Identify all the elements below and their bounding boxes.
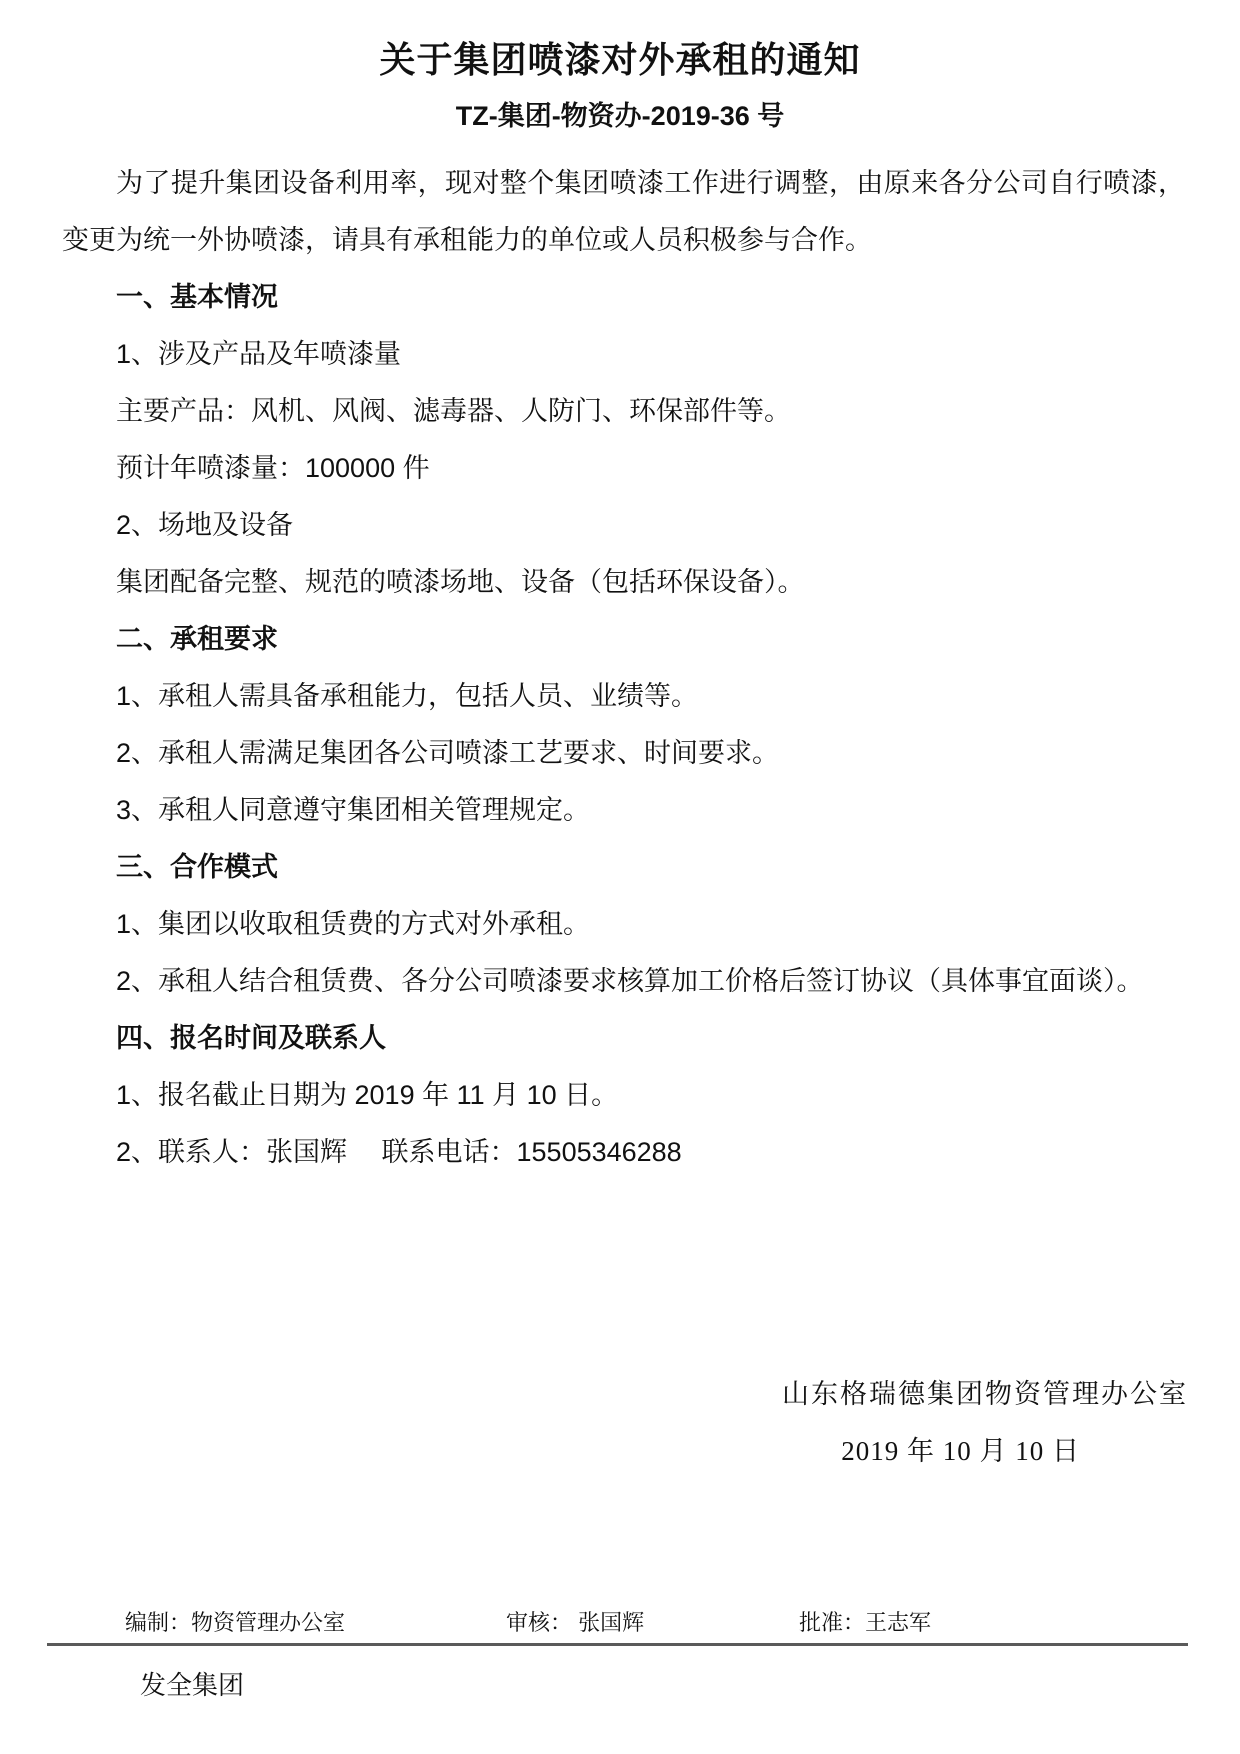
signature-org: 山东格瑞德集团物资管理办公室 xyxy=(782,1379,1188,1409)
footer-prepared: 编制：物资管理办公室 xyxy=(125,1610,346,1635)
intro-paragraph: 为了提升集团设备利用率，现对整个集团喷漆工作进行调整，由原来各分公司自行喷漆，变更为统一外协喷漆，请具有承租能力的单位或人员积极参与合作。 xyxy=(62,168,1185,255)
document-body xyxy=(62,155,1185,1181)
paragraph: 2、承租人需满足集团各公司喷漆工艺要求、时间要求。 xyxy=(116,738,780,768)
document-number: TZ-集团-物资办-2019-36 号 xyxy=(455,101,785,131)
paragraph: 2、承租人结合租赁费、各分公司喷漆要求核算加工价格后签订协议（具体事宜面谈）。 xyxy=(116,966,1144,996)
paragraph: 2、场地及设备 xyxy=(116,510,294,540)
paragraph: 1、报名截止日期为 2019 年 11 月 10 日。 xyxy=(116,1080,619,1110)
section-heading-2: 二、承租要求 xyxy=(116,624,278,654)
paragraph: 1、承租人需具备承租能力，包括人员、业绩等。 xyxy=(116,681,699,711)
footer-divider xyxy=(47,1643,1188,1646)
paragraph: 集团配备完整、规范的喷漆场地、设备（包括环保设备）。 xyxy=(116,567,805,597)
distribution-note: 发全集团 xyxy=(140,1670,245,1700)
section-heading-3: 三、合作模式 xyxy=(116,852,278,882)
paragraph: 主要产品：风机、风阀、滤毒器、人防门、环保部件等。 xyxy=(116,396,791,426)
section-heading-1: 一、基本情况 xyxy=(116,282,278,312)
paragraph: 预计年喷漆量：100000 件 xyxy=(116,453,430,483)
footer-approved: 批准：王志军 xyxy=(799,1610,932,1635)
footer-approval-row xyxy=(0,1608,1240,1638)
paragraph: 3、承租人同意遵守集团相关管理规定。 xyxy=(116,795,591,825)
paragraph: 2、联系人：张国辉 联系电话：15505346288 xyxy=(116,1137,682,1167)
signature-block xyxy=(0,1366,1240,1480)
paragraph: 1、涉及产品及年喷漆量 xyxy=(116,339,402,369)
document-title: 关于集团喷漆对外承租的通知 xyxy=(379,39,861,80)
section-heading-4: 四、报名时间及联系人 xyxy=(116,1023,386,1053)
signature-date: 2019 年 10 月 10 日 xyxy=(841,1436,1080,1466)
paragraph: 1、集团以收取租赁费的方式对外承租。 xyxy=(116,909,591,939)
footer-reviewed: 审核： 张国辉 xyxy=(506,1610,645,1635)
